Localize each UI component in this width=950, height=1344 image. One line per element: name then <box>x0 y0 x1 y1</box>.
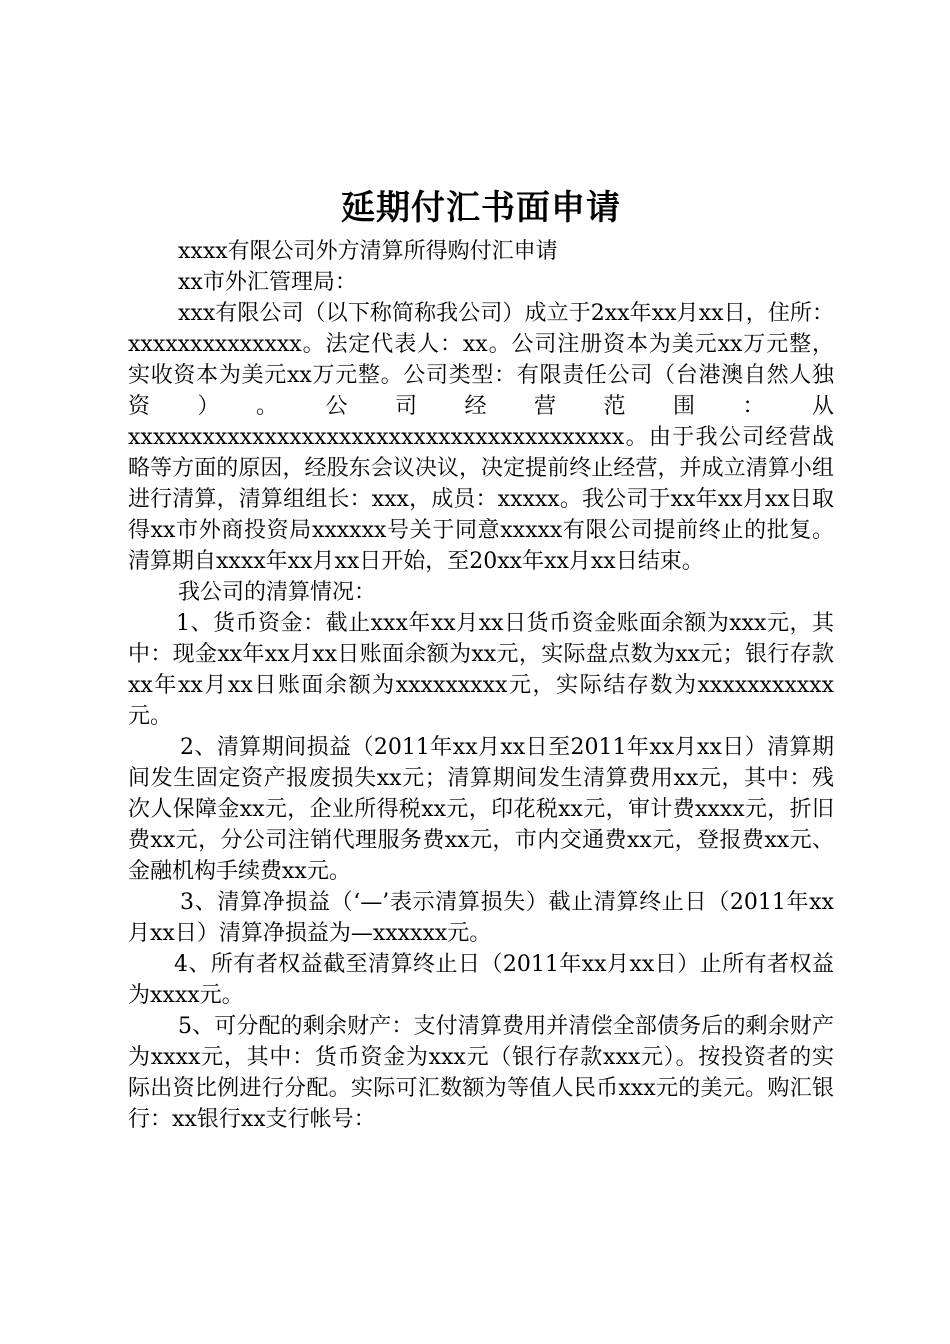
liquidation-heading: 我公司的清算情况： <box>178 580 377 605</box>
item-5-remaining-assets: 5、可分配的剩余财产：支付清算费用并清偿全部债务后的剩余财产为xxxx元，其中：货币资金为xxx元（银行存款xxx元）。按投资者的实际出资比例进行分配。实际可汇数额为等值人民币xxx元的美元。购汇银行：xx银行xx支行帐号： <box>128 1014 834 1132</box>
item-4-owners-equity: 4、所有者权益截至清算终止日（2011年xx月xx日）止所有者权益为xxxx元。 <box>128 952 834 1008</box>
item-2-period-profit-loss: 2、清算期间损益（2011年xx月xx日至2011年xx月xx日）清算期间发生固定资产报废损失xx元；清算期间发生清算费用xx元，其中：残次人保障金xx元，企业所得税xx元，印花税xx元，审计费xxxx元，折旧费xx元，分公司注销代理服务费xx元，市内交通费xx元，登报费xx元、金融机构手续费xx元。 <box>128 735 834 884</box>
addressee-line: xx市外汇管理局： <box>178 270 357 295</box>
subject-line: xxxx有限公司外方清算所得购付汇申请 <box>178 239 558 264</box>
company-intro-paragraph: xxx有限公司（以下称简称我公司）成立于2xx年xx月xx日，住所：xxxxxxxxxxxxxx。法定代表人：xx。公司注册资本为美元xx万元整，实收资本为美元xx万元整。公司类型：有限责任公司（台港澳自然人独资）。公司经营范围：从xxxxxxxxxxxxxxxxxxxxxxxxxxxxxxxxxxxxxxxx。由于我公司经营战略等方面的原因，经股东会议决议，决定提前终止经营，并成立清算小组进行清算，清算组组长：xxx，成员：xxxxx。我公司于xx年xx月xx日取得xx市外商投资局xxxxxx号关于同意xxxxx有限公司提前终止的批复。清算期自xxxx年xx月xx日开始，至20xx年xx月xx日结束。 <box>128 301 834 574</box>
document-page <box>128 180 834 1135</box>
item-1-monetary-funds: 1、货币资金：截止xxx年xx月xx日货币资金账面余额为xxx元，其中：现金xx年xx月xx日账面余额为xx元，实际盘点数为xx元；银行存款xx年xx月xx日账面余额为xxxxxxxxx元，实际结存数为xxxxxxxxxxx元。 <box>128 611 834 729</box>
document-title: 延期付汇书面申请 <box>341 188 621 228</box>
item-3-net-profit-loss: 3、清算净损益（‘—’表示清算损失）截止清算终止日（2011年xx月xx日）清算净损益为—xxxxxx元。 <box>128 890 834 946</box>
